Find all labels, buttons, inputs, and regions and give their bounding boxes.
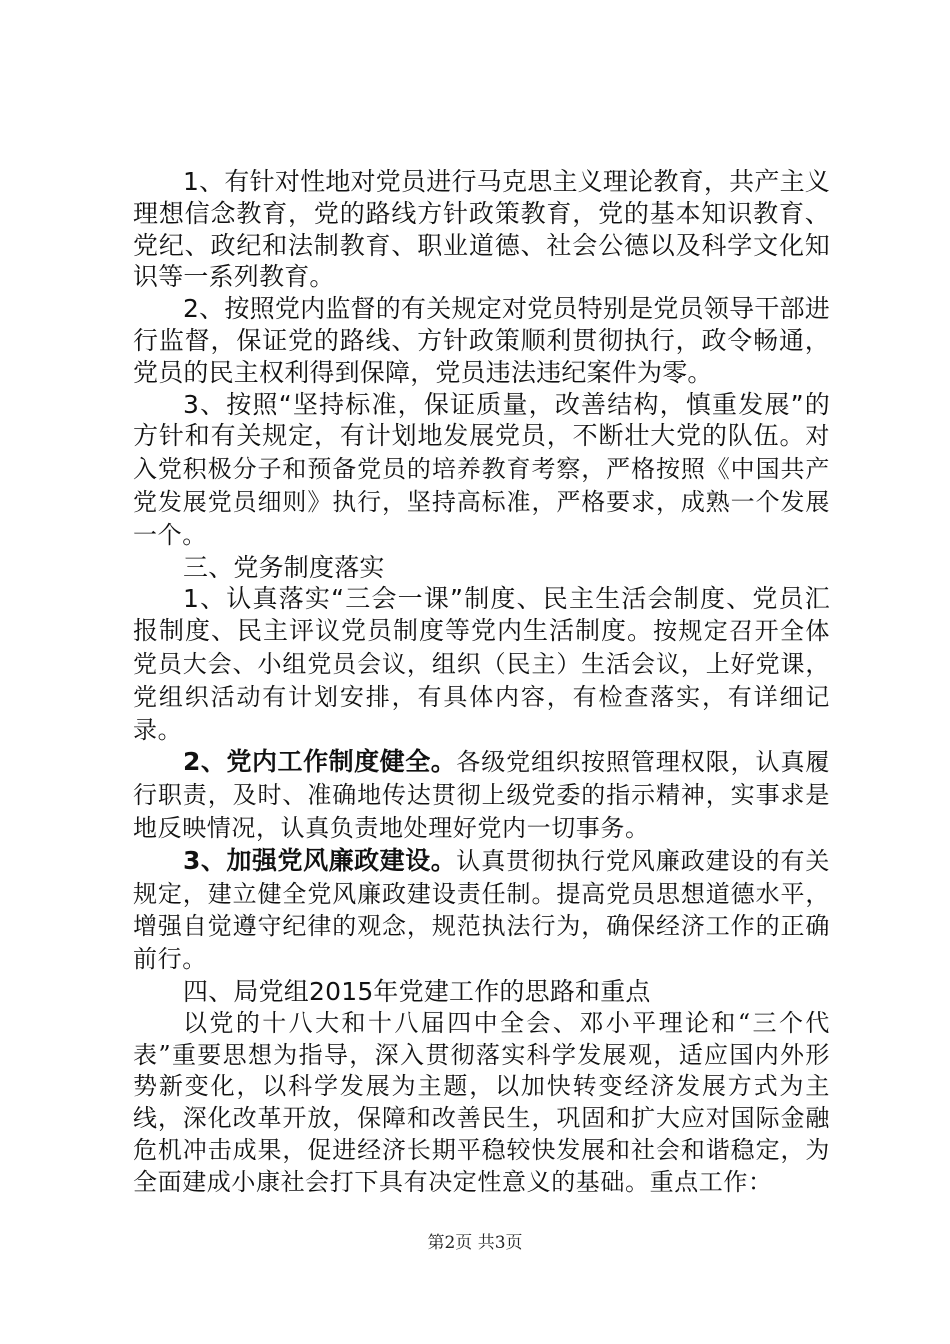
paragraph-supervision [133, 293, 830, 388]
paragraph-text: 2、按照党内监督的有关规定对党员特别是党员领导干部进行监督，保证党的路线、方针政策顺利贯彻执行，政令畅通，党员的民主权利得到保障，党员违法违纪案件为零。 [133, 294, 830, 387]
paragraph-work-system [133, 746, 830, 844]
paragraph-text: 认真贯彻执行党风廉政建设的有关规定，建立健全党风廉政建设责任制。提高党员思想道德水平，增强自觉遵守纪律的观念，规范执法行为，确保经济工作的正确前行。 [133, 846, 830, 974]
paragraph-lead: 1、认真落实“三会一课”制度、民主生活会制度、党员汇报制度、民主评议党员制度等党内生活制度。 [133, 584, 830, 646]
page-number-label: 第2页 共3页 [427, 1233, 523, 1253]
paragraph-lead: 2、党内工作制度健全。 [183, 747, 457, 777]
section-heading-party-affairs [133, 552, 830, 584]
section-heading-text: 三、党务制度落实 [183, 552, 385, 582]
paragraph-guiding-thought [133, 1008, 830, 1199]
paragraph-text: 以党的十八大和十八届四中全会、邓小平理论和“三个代表”重要思想为指导，深入贯彻落实科学发展观，适应国内外形势新变化，以科学发展为主题，以加快转变经济发展方式为主线，深化改革开放，保障和改善民生，巩固和扩大应对国际金融危机冲击成果，促进经济长期平稳较快发展和社会和谐稳定，为全面建成小康社会打下具有决定性意义的基础。重点工作： [133, 1008, 830, 1196]
paragraph-text: 各级党组织按照管理权限，认真履行职责，及时、准确地传达贯彻上级党委的指示精神，实事求是地反映情况，认真负责地处理好党内一切事务。 [133, 748, 830, 842]
page-footer [0, 1228, 950, 1253]
paragraph-text: 按规定召开全体党员大会、小组党员会议，组织（民主）生活会议，上好党课，党组织活动有计划安排，有具体内容，有检查落实，有详细记录。 [133, 617, 830, 744]
paragraph-meeting-system [133, 583, 830, 746]
section-heading-2015-plan [133, 976, 830, 1008]
paragraph-education [133, 166, 830, 293]
paragraph-member-development [133, 389, 830, 552]
section-heading-text: 四、局党组2015年党建工作的思路和重点 [183, 976, 651, 1006]
document-body [133, 166, 830, 1199]
paragraph-text: 1、有针对性地对党员进行马克思主义理论教育，共产主义理想信念教育，党的路线方针政策教育，党的基本知识教育、党纪、政纪和法制教育、职业道德、社会公德以及科学文化知识等一系列教育。 [133, 167, 830, 292]
paragraph-lead: 3、加强党风廉政建设。 [183, 845, 457, 875]
paragraph-lead: 3、按照“坚持标准，保证质量，改善结构，慎重发展”的方针和有关规定，有计划地发展党员，不断壮大党的队伍。 [133, 389, 830, 451]
paragraph-integrity [133, 845, 830, 976]
paragraph-text: 对入党积极分子和预备党员的培养教育考察，严格按照《中国共产党发展党员细则》执行，坚持高标准，严格要求，成熟一个发展一个。 [133, 422, 830, 549]
